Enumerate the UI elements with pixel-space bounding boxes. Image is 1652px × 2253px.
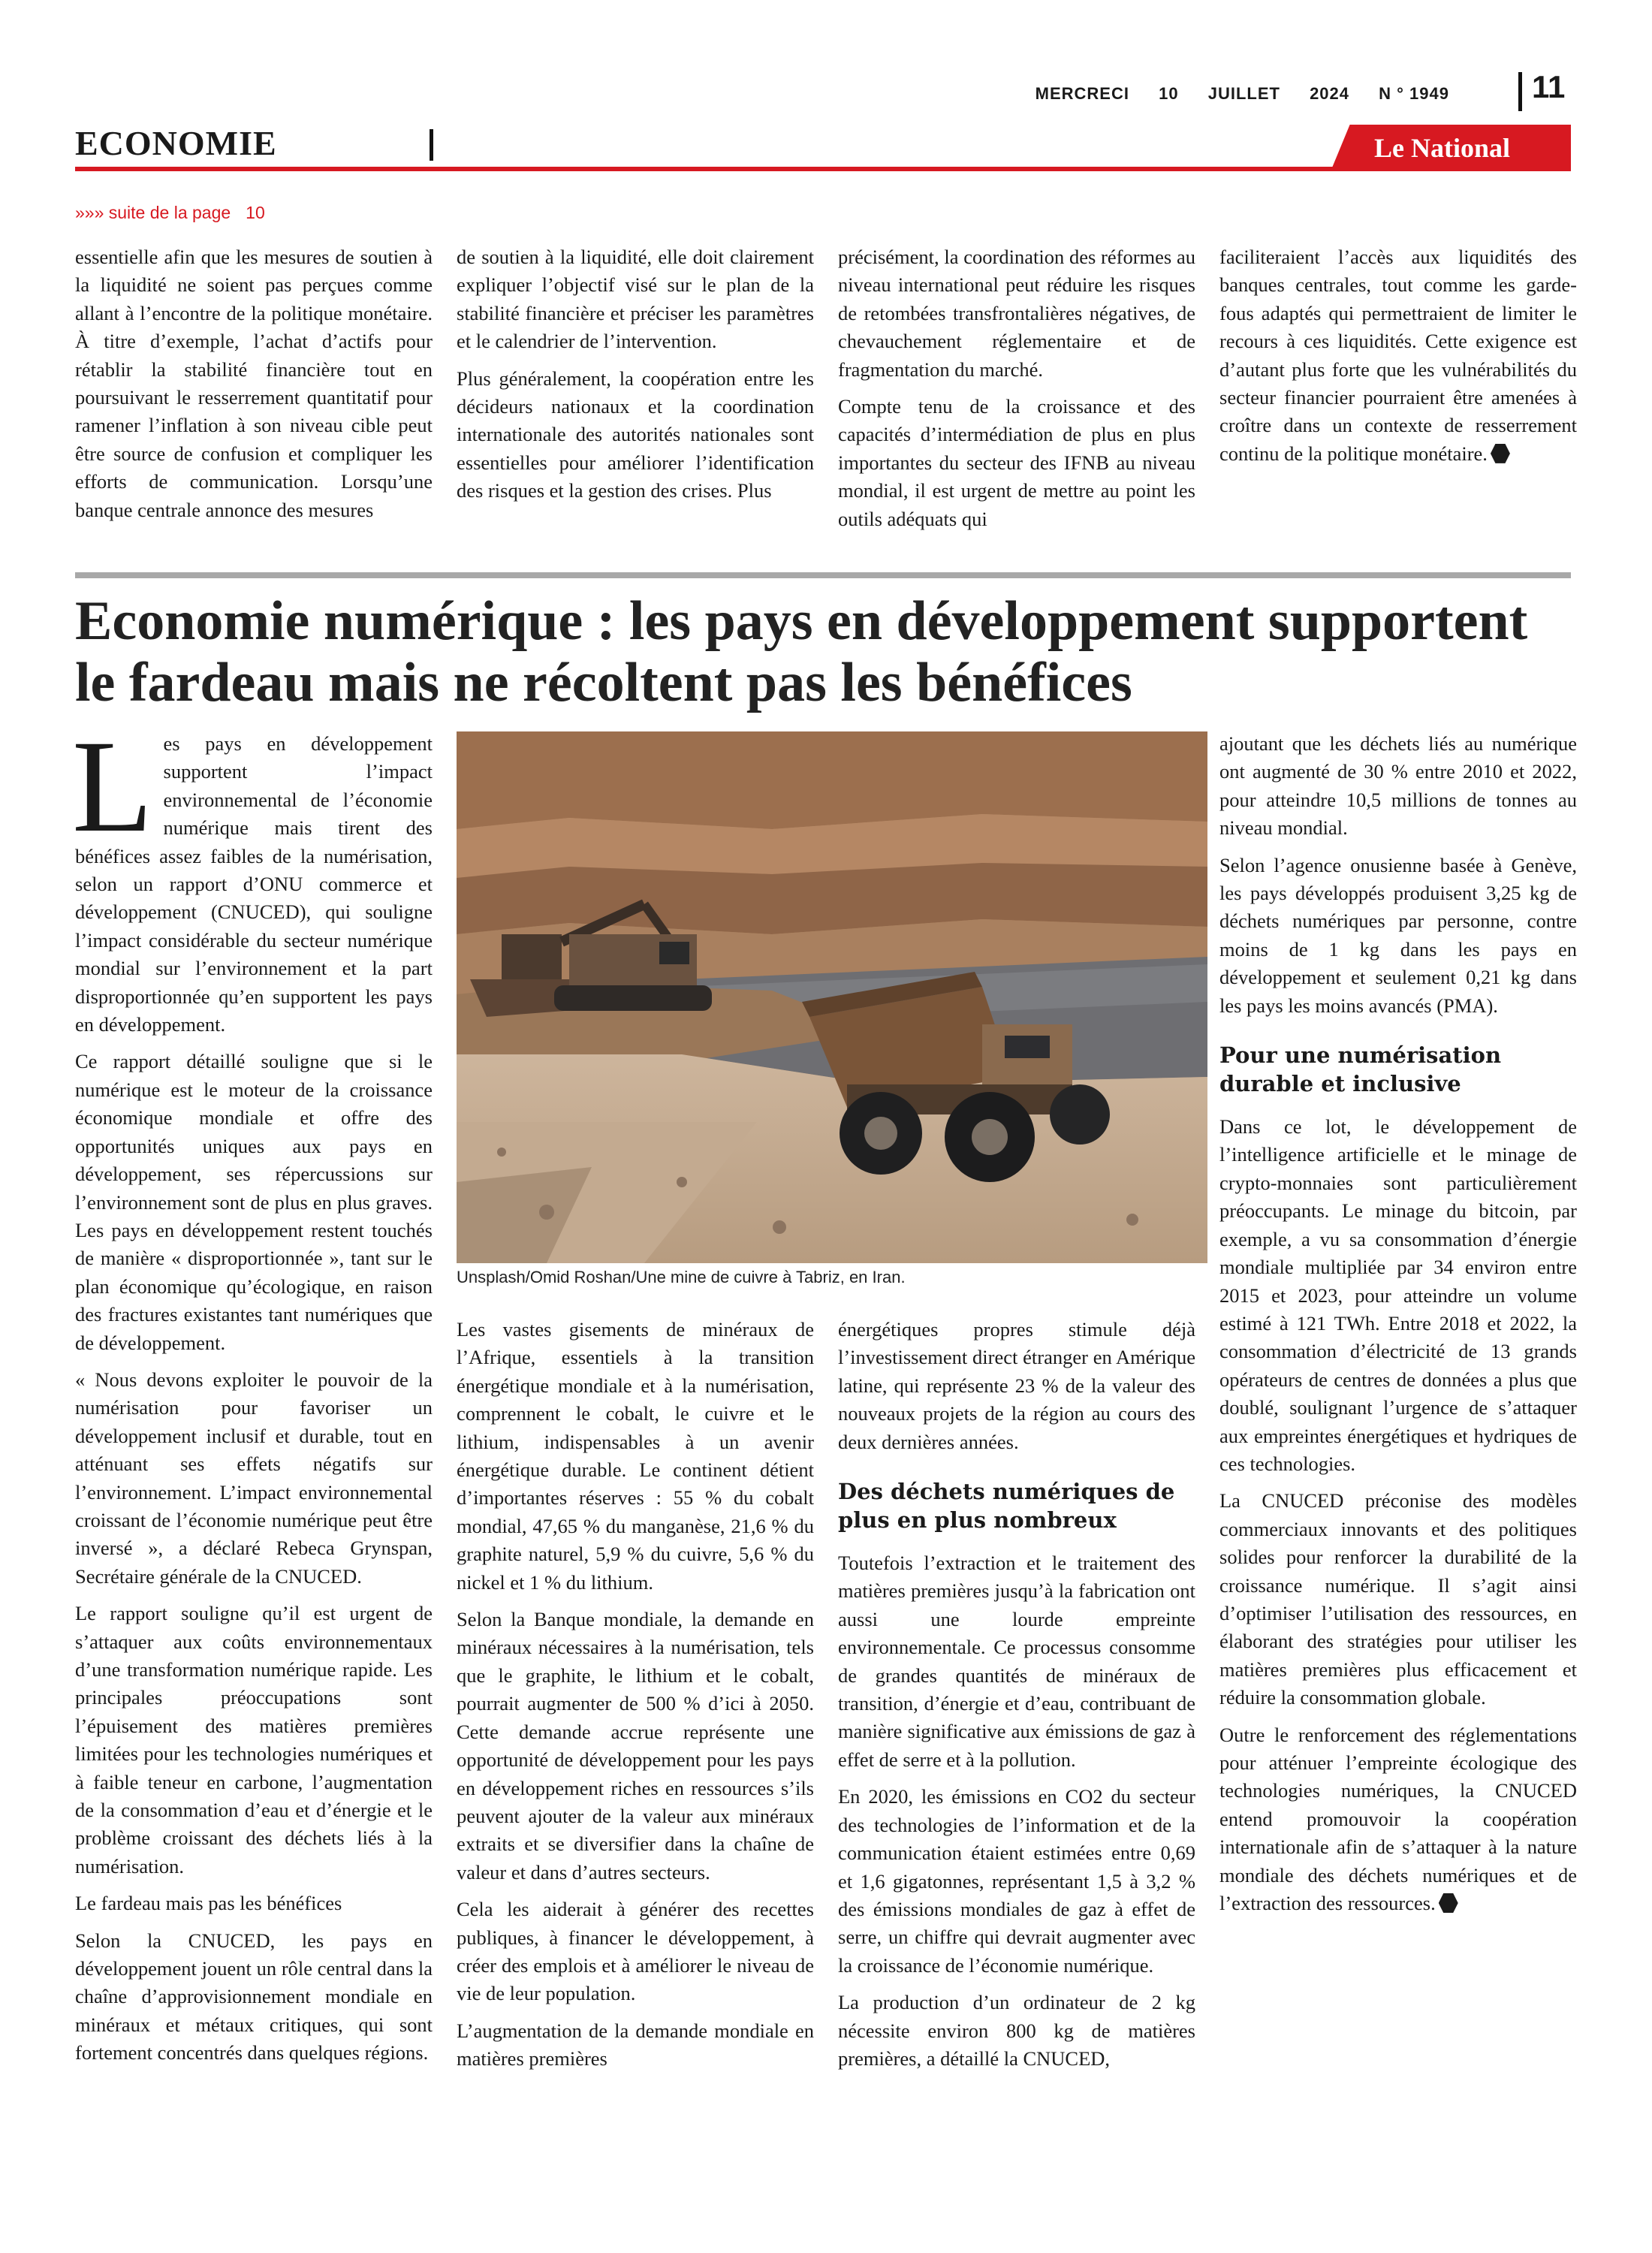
paragraph: énergétiques propres stimule déjà l’investissement direct étranger en Amérique latine, qui représente 23 % de la valeur des nouveaux projets de la région au cours des deux dernières années. <box>838 1318 1195 1453</box>
issue-day: MERCRECI <box>1035 84 1129 103</box>
issue-number: N ° 1949 <box>1379 84 1449 103</box>
paragraph: précisément, la coordination des réformes au niveau international peut réduire les risques de retombées transfrontalières négatives, de chevauchement réglementaire et de fragmentation du marché. <box>838 246 1195 381</box>
paragraph: « Nous devons exploiter le pouvoir de la numérisation pour favoriser un développement inclusif et durable, tout en atténuant ses effets négatifs sur l’environnement. L’impact environnemental croissant de l’économie numérique peut être inversé », a déclaré Rebeca Grynspan, Secrétaire générale de la CNUCED. <box>75 1368 433 1588</box>
main-article-column-4 <box>1219 730 1577 1926</box>
paragraph-text: es pays en développement supportent l’impact environnemental de l’économie numérique mais tirent des bénéfices assez faibles de la numérisation, selon un rapport d’ONU commerce et développement (CNUCED), qui souligne l’impact considérable du secteur numérique mondial sur l’environnement et la part disproportionnée qu’en supportent les pays en développement. <box>75 732 433 1036</box>
paragraph-text: Outre le renforcement des réglementations pour atténuer l’empreinte écologique des technologies numériques, la CNUCED entend promouvoir la coopération internationale afin de s’attaquer à la nature mondiale des déchets numériques et de l’extraction des ressources. <box>1219 1723 1577 1915</box>
main-article-column-3 <box>838 1316 1195 2082</box>
drop-cap: L <box>72 713 153 860</box>
mine-photo <box>457 731 1207 1263</box>
paragraph: L’augmentation de la demande mondiale en matières premières <box>457 2019 814 2071</box>
top-article-column-4 <box>1219 243 1577 477</box>
paragraph: Le rapport souligne qu’il est urgent de s’attaquer aux coûts environnementaux d’une transformation numérique rapide. Les principales préoccupations sont l’épuisement des matières premières limitées pour les technologies numériques et à faible teneur en carbone, l’augmentation de la consommation d’eau et d’énergie et le problème croissant des déchets liés à la numérisation. <box>75 1602 433 1878</box>
paragraph: Selon l’agence onusienne basée à Genève, les pays développés produisent 3,25 kg de déchets numériques par personne, contre moins de 1 kg dans les pays en développement et seulement 0,21 kg dans les pays les moins avancés (PMA). <box>1219 853 1577 1017</box>
paragraph: Le fardeau mais pas les bénéfices <box>75 1892 342 1915</box>
photo-caption: Unsplash/Omid Roshan/Une mine de cuivre à Tabriz, en Iran. <box>457 1268 906 1286</box>
page-number: 11 <box>1532 69 1566 104</box>
continued-from <box>75 203 265 223</box>
paragraph: Plus généralement, la coopération entre les décideurs nationaux et la coordination internationale des autorités nationales sont essentielles pour améliorer l’identification des risques et la gestion des crises. Plus <box>457 366 814 502</box>
paragraph: de soutien à la liquidité, elle doit clairement expliquer l’objectif visé sur le plan de la stabilité financière et préciser les paramètres et le calendrier de l’intervention. <box>457 246 814 353</box>
paragraph: Cela les aiderait à générer des recettes publiques, à financer le développement, à créer des emplois et à améliorer le niveau de vie de leur population. <box>457 1898 814 2005</box>
article-separator <box>75 572 1571 578</box>
continued-label: »»» suite de la page <box>75 203 231 222</box>
issue-year: 2024 <box>1310 84 1350 103</box>
paragraph: Selon la CNUCED, les pays en développement jouent un rôle central dans la chaîne d’approvisionnement mondiale en minéraux et métaux critiques, qui sont fortement concentrés dans quelques régions. <box>75 1929 433 2064</box>
paragraph: En 2020, les émissions en CO2 du secteur des technologies de l’information et de la communication étaient estimées entre 0,69 et 1,6 gigatonnes, représentant 1,5 à 3,2 % des émissions mondiales de gaz à effet de serre, un chiffre qui devrait augmenter avec la croissance de l’économie numérique. <box>838 1785 1195 1977</box>
continued-page: 10 <box>246 203 265 222</box>
issue-date-line <box>1011 84 1449 104</box>
issue-month: JUILLET <box>1207 84 1280 103</box>
brand-name: Le National <box>1374 133 1511 163</box>
paragraph: Selon la Banque mondiale, la demande en minéraux nécessaires à la numérisation, tels que le graphite, le lithium et le cobalt, pourrait augmenter de 500 % d’ici à 2050. Cette demande accrue représente une opportunité de développement pour les pays en développement riches en ressources s’ils peuvent ajouter de la valeur aux minéraux extraits et se diversifier dans la chaîne de valeur et dans d’autres secteurs. <box>457 1608 814 1884</box>
paragraph-text: faciliteraient l’accès aux liquidités des banques centrales, tout comme les garde-fous adaptés qui permettraient de limiter le recours à ces liquidités. Cette exigence est d’autant plus forte que les vulnérabilités du secteur financier pourraient être amenées à croître dans un contexte de resserrement continu de la politique monétaire. <box>1219 246 1577 465</box>
paragraph <box>1219 243 1577 468</box>
paragraph: La production d’un ordinateur de 2 kg nécessite environ 800 kg de matières premières, a détaillé la CNUCED, <box>838 1991 1195 2070</box>
paragraph: Dans ce lot, le développement de l’intelligence artificielle et le minage de crypto-monnaies sont particulièrement préoccupants. Le minage du bitcoin, par exemple, a vu sa consommation d’énergie mondiale multipliée par 34 environ entre 2015 et 2023, pour atteindre un volume estimé à 121 TWh. Entre 2018 et 2022, la consommation d’électricité de 13 grands opérateurs de centres de données a plus que doublé, soulignant l’urgence de s’attaquer aux empreintes énergétiques et hydriques de ces technologies. <box>1219 1115 1577 1475</box>
paragraph: ajoutant que les déchets liés au numérique ont augmenté de 30 % entre 2010 et 2022, pour atteindre 10,5 millions de tonnes au niveau mondial. <box>1219 732 1577 840</box>
paragraph: Toutefois l’extraction et le traitement des matières premières jusqu’à la fabrication ont aussi une lourde empreinte environnementale. Ce processus consomme de grandes quantités de minéraux de transition, d’énergie et d’eau, contribuant de manière significative aux émissions de gaz à effet de serre et à la pollution. <box>838 1552 1195 1771</box>
paragraph: La CNUCED préconise des modèles commerciaux innovants et des politiques solides pour renforcer la durabilité de la croissance numérique. Il s’agit ainsi d’optimiser l’utilisation des ressources, en élaborant des stratégies pour utiliser les matières premières plus efficacement et réduire la consommation globale. <box>1219 1489 1577 1709</box>
paragraph <box>72 713 433 1039</box>
paragraph: Compte tenu de la croissance et des capacités d’intermédiation de plus en plus importantes du secteur des IFNB au niveau mondial, il est urgent de mettre au point les outils adéquats qui <box>838 395 1195 530</box>
top-article-column-1 <box>75 243 433 533</box>
end-of-article-icon <box>1491 444 1510 463</box>
top-article-column-2 <box>457 243 814 514</box>
main-article-column-1 <box>72 713 433 2077</box>
issue-date-number: 10 <box>1159 84 1179 103</box>
article-headline: Economie numérique : les pays en développement supportent le fardeau mais ne récoltent pas les bénéfices <box>75 590 1528 713</box>
section-divider <box>430 129 433 161</box>
paragraph <box>1219 1721 1577 1918</box>
end-of-article-icon <box>1439 1893 1458 1913</box>
subheading: Pour une numérisation durable et inclusive <box>1219 1042 1502 1097</box>
top-article-column-3 <box>838 243 1195 542</box>
paragraph: Ce rapport détaillé souligne que si le numérique est le moteur de la croissance économique mondiale et offre des opportunités uniques aux pays en développement, ses répercussions sur l’environnement sont de plus en plus graves. Les pays en développement restent touchés de manière « disproportionnée », tant sur le plan économique qu’écologique, en raison des fractures existantes tant numériques que de développement. <box>75 1050 433 1354</box>
paragraph: essentielle afin que les mesures de soutien à la liquidité ne soient pas perçues comme allant à l’encontre de la politique monétaire. À titre d’exemple, l’achat d’actifs pour rétablir la stabilité financière tout en poursuivant le resserrement quantitatif pour ramener l’inflation à son niveau cible peut être source de confusion et compliquer les efforts de communication. Lorsqu’une banque centrale annonce des mesures <box>75 246 433 521</box>
section-title: ECONOMIE <box>75 124 277 162</box>
subheading: Des déchets numériques de plus en plus nombreux <box>838 1479 1175 1534</box>
paragraph: Les vastes gisements de minéraux de l’Afrique, essentiels à la transition énergétique mondiale et à la numérisation, comprennent le cobalt, le cuivre et le lithium, indispensables à un avenir énergétique durable. Le continent détient d’importantes réserves : 55 % du cobalt mondial, 47,65 % du manganèse, 21,6 % du graphite naturel, 5,9 % du cuivre, 5,6 % du nickel et 1 % du lithium. <box>457 1318 814 1594</box>
main-article-column-2 <box>457 1316 814 2083</box>
page-number-divider <box>1518 72 1522 111</box>
